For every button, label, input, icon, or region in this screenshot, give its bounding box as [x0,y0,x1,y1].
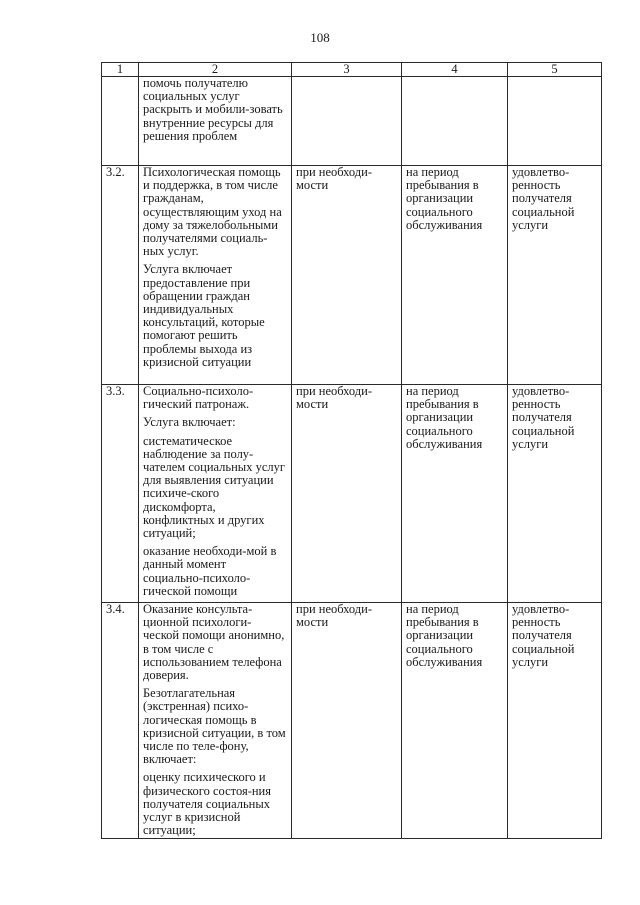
service-paragraph: оценку психического и физического состоя-ния получателя социальных услуг в кризисной ситуации; [143,770,271,838]
provision-timing: при необходи-мости [292,385,402,603]
header-col-3: 3 [292,63,402,77]
service-paragraph: Социально-психоло-гический патронаж. [143,384,254,412]
row-number [102,77,139,166]
table-row [102,77,602,166]
services-table [101,62,602,839]
row-number: 3.4. [102,603,139,839]
provision-timing: при необходи-мости [292,603,402,839]
service-paragraph: систематическое наблюдение за полу-чателем социальных услуг для выявления ситуации психиче-ского дискомфорта, конфликтных и других ситуаций; [143,433,285,541]
service-paragraph: Услуга включает: [143,415,236,430]
header-col-1: 1 [102,63,139,77]
service-paragraph: помочь получателю социальных услуг раскрыть и мобили-зовать внутренние ресурсы для решения проблем [143,76,283,143]
service-description [139,385,292,603]
provision-period: на период пребывания в организации социального обслуживания [402,603,508,839]
row-number: 3.2. [102,166,139,385]
provision-period: на период пребывания в организации социального обслуживания [402,166,508,385]
service-paragraph: Услуга включает предоставление при обращении граждан индивидуальных консультаций, которые помогают решить проблемы выхода из кризисной ситуации [143,262,265,369]
service-paragraph: Психологическая помощь и поддержка, в том числе гражданам, осуществляющим уход на дому за тяжелобольными получателями социаль-ных услуг. [143,165,282,259]
table-row [102,166,602,385]
row-number: 3.3. [102,385,139,603]
quality-criteria: удовлетво-ренность получателя социальной услуги [508,385,602,603]
header-col-4: 4 [402,63,508,77]
quality-criteria [508,77,602,166]
provision-timing: при необходи-мости [292,166,402,385]
quality-criteria: удовлетво-ренность получателя социальной услуги [508,166,602,385]
service-paragraph: Оказание консульта-ционной психологи-ческой помощи анонимно, в том числе с использованием телефона доверия. [143,602,285,683]
provision-period [402,77,508,166]
service-description [139,166,292,385]
table-row [102,603,602,839]
quality-criteria: удовлетво-ренность получателя социальной услуги [508,603,602,839]
header-row [102,63,602,77]
header-col-5: 5 [508,63,602,77]
service-paragraph: оказание необходи-мой в данный момент социально-психоло-гической помощи [143,544,277,598]
page-number: 108 [310,30,330,45]
provision-timing [292,77,402,166]
provision-period: на период пребывания в организации социального обслуживания [402,385,508,603]
header-col-2: 2 [139,63,292,77]
service-paragraph: Безотлагательная (экстренная) психо-логическая помощь в кризисной ситуации, в том числе по теле-фону, включает: [143,686,286,767]
table-row [102,385,602,603]
service-description [139,77,292,166]
service-description [139,603,292,839]
